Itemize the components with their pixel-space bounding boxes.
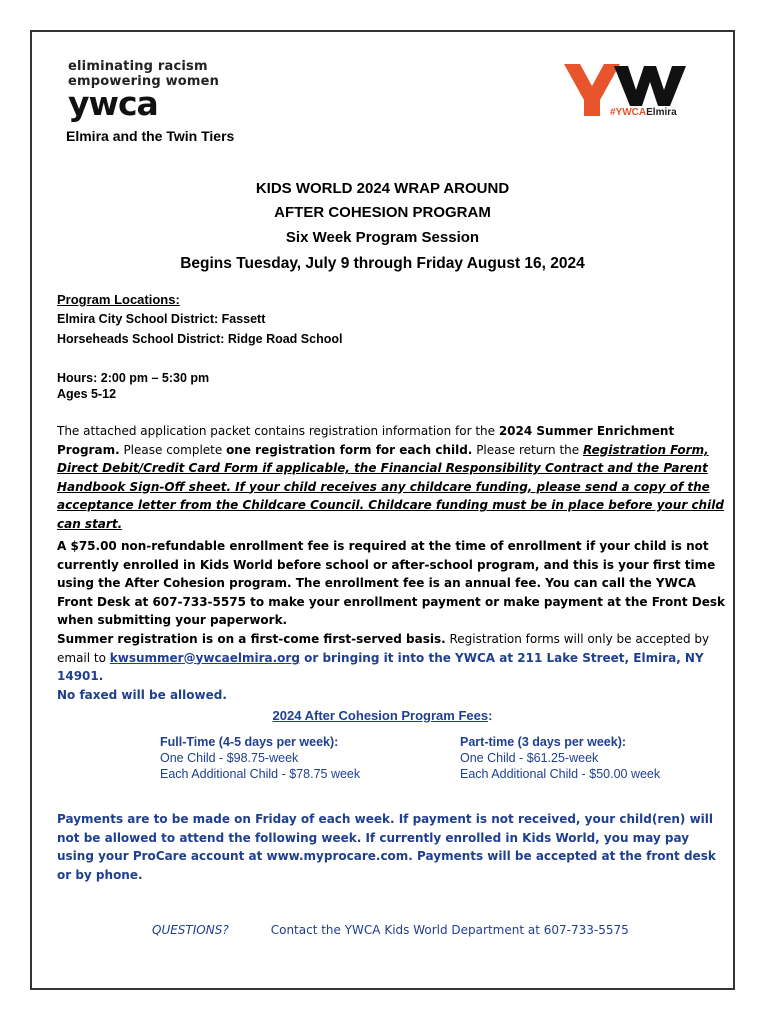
- full-time-one-child: One Child - $98.75-week: [160, 751, 299, 765]
- questions-label: QUESTIONS?: [152, 923, 229, 937]
- location-horseheads: Horseheads School District: Ridge Road School: [57, 332, 343, 346]
- full-time-fees: [160, 734, 360, 782]
- locations-heading: Program Locations:: [57, 292, 180, 307]
- fees-title: [32, 708, 733, 723]
- title-line-3: Six Week Program Session: [285, 229, 480, 246]
- program-ages: Ages 5-12: [57, 387, 117, 401]
- part-time-heading: Part-time (3 days per week):: [460, 735, 627, 749]
- one-form-note: one registration form for each child.: [226, 442, 473, 457]
- first-come-note: Summer registration is on a first-come first-served basis.: [57, 632, 446, 646]
- part-time-additional-child: Each Additional Child - $50.00 week: [460, 767, 661, 781]
- title-line-4: Begins Tuesday, July 9 through Friday August 16, 2024: [180, 255, 585, 272]
- location-elmira: Elmira City School District: Fassett: [57, 312, 266, 326]
- title-line-1: KIDS WORLD 2024 WRAP AROUND: [255, 180, 510, 197]
- address-text: or bringing it into the YWCA at 211 Lake Street, Elmira, NY 14901.: [57, 650, 704, 683]
- questions-line: [152, 923, 629, 937]
- payments-paragraph: Payments are to be made on Friday of each week. If payment is not received, your child(ren) will not be allowed to attend the following week. If currently enrolled in Kids World, you may pay using your ProCare account at www.myprocare.com. Payments will be accepted at the front desk or by phone.: [57, 812, 716, 882]
- full-time-additional-child: Each Additional Child - $78.75 week: [160, 767, 361, 781]
- full-time-heading: Full-Time (4-5 days per week):: [160, 735, 339, 749]
- fees-title-text: 2024 After Cohesion Program Fees: [272, 708, 489, 723]
- ywca-logo: [68, 59, 220, 123]
- part-time-one-child: One Child - $61.25-week: [460, 751, 599, 765]
- tagline-line-2: empowering women: [68, 74, 220, 89]
- hashtag-suffix: Elmira: [646, 107, 677, 118]
- no-fax-note: No faxed will be allowed.: [57, 687, 227, 702]
- region-name: Elmira and the Twin Tiers: [66, 128, 235, 144]
- summer-registration-paragraph: [57, 630, 727, 704]
- document-page: [30, 30, 735, 990]
- para1-text-3: Please return the: [472, 442, 583, 457]
- fees-title-colon: :: [488, 708, 493, 723]
- para1-text-1: The attached application packet contains registration information for the: [57, 424, 499, 438]
- hashtag-prefix: #YWCA: [610, 107, 647, 118]
- program-name: 2024 Summer Enrichment Program.: [57, 424, 675, 457]
- title-line-2: AFTER COHESION PROGRAM: [274, 204, 491, 221]
- email-link[interactable]: kwsummer@ywcaelmira.org: [109, 650, 300, 665]
- hashtag: [610, 107, 677, 118]
- tagline-line-1: eliminating racism: [68, 59, 208, 74]
- part-time-fees: [460, 734, 660, 782]
- registration-paragraph: [57, 422, 727, 533]
- para1-text-2: Please complete: [119, 442, 227, 457]
- required-documents: Registration Form, Direct Debit/Credit Card Form if applicable, the Financial Responsibility Contract and the Parent Handbook Sign-Off sheet. If your child receives any childcare funding, please send a copy of the acceptance letter from the Childcare Council. Childcare funding must be in place before your child can start.: [57, 442, 724, 531]
- program-hours: Hours: 2:00 pm – 5:30 pm: [57, 371, 210, 385]
- para3-text: Registration forms will only be accepted by email to: [57, 632, 710, 665]
- enrollment-fee-paragraph: A $75.00 non-refundable enrollment fee is required at the time of enrollment if your child is not currently enrolled in Kids World before school or after-school program, and this is your first time using the After Cohesion program. The enrollment fee is an annual fee. You can call the YWCA Front Desk at 607-733-5575 to make your enrollment payment or make payment at the Front Desk when submitting your paperwork.: [57, 539, 725, 627]
- ywca-wordmark: ywca: [68, 84, 158, 123]
- questions-contact: Contact the YWCA Kids World Department at 607-733-5575: [270, 923, 629, 937]
